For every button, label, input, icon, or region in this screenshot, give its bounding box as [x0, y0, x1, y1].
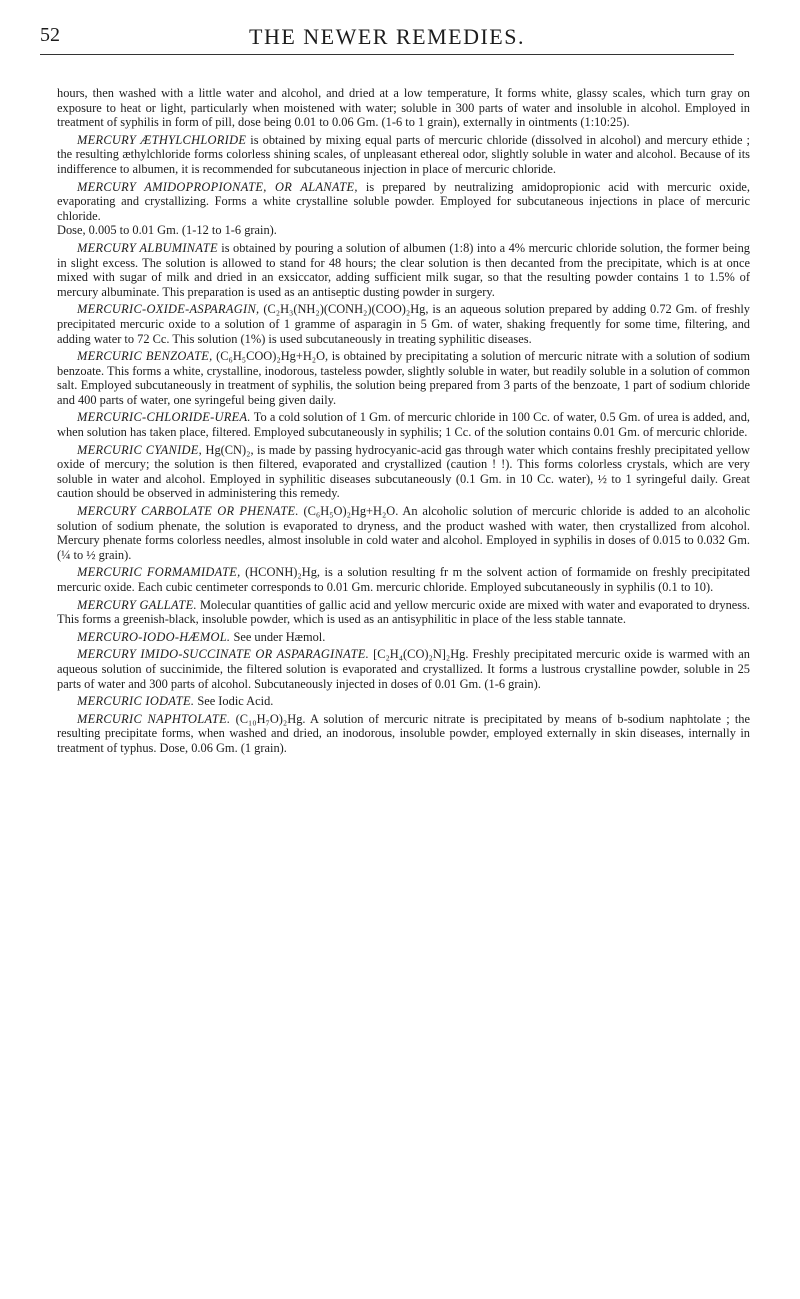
entry-term: MERCURO-IODO-HÆMOL. — [77, 629, 231, 644]
article-entry — [57, 647, 750, 691]
article-entry — [57, 349, 750, 407]
article-entry — [57, 133, 750, 177]
article-entry — [57, 241, 750, 299]
entry-text: is obtained by mixing equal parts of mercuric chloride (dissolved in alcohol) and mercury ethide ; the resulting æthylchloride forms colorless shining scales, of unpleasant ethereal odor, slightly soluble in water and alcohol. Because of its indifference to albumen, it is recommended for subcutaneous injection in place of mercuric chloride. — [57, 132, 750, 176]
entry-text: See under Hæmol. — [230, 629, 326, 644]
entry-text: (C₂H₃(NH₂)(CONH₂)(COO)₂Hg, is an aqueous solution prepared by adding 0.72 Gm. of freshly precipitated mercuric oxide to a solution of 1 gramme of asparagin in 5 Gm. of water, shaking frequently for some time, filtering, and adding water to 72 Cc. This solution (1%) is used subcutaneously in treating syphilitic diseases. — [57, 302, 750, 346]
article-entry — [57, 302, 750, 346]
entry-term: MERCURIC-CHLORIDE-UREA. — [77, 410, 251, 425]
entry-term: MERCURY IMIDO-SUCCINATE OR ASPARAGINATE. — [77, 647, 370, 662]
entry-term: MERCURY ALBUMINATE — [77, 240, 218, 255]
entry-text: hours, then washed with a little water and alcohol, and dried at a low temperature, It forms white, glassy scales, which turn gray on exposure to heat or light, particularly when moistened with water; soluble in 300 parts of water and insoluble in alcohol. Employed in treatment of syphilis in form of pill, dose being 0.01 to 0.06 Gm. (1-6 to 1 grain), externally in ointments (1:10:25). — [57, 86, 750, 130]
entry-term: MERCURY ÆTHYLCHLORIDE — [77, 132, 247, 147]
entry-text: is prepared by neutralizing amidopropionic acid with mercuric oxide, evaporating and crystallizing. Forms a white crystalline soluble powder. Employed for subcutaneous injections in place of mercuric chloride. — [57, 179, 750, 223]
article-entry — [57, 443, 750, 501]
article-entry — [57, 712, 750, 756]
article-entry — [57, 565, 750, 594]
article-entry — [57, 694, 750, 709]
entry-text: Dose, 0.005 to 0.01 Gm. (1-12 to 1-6 grain). — [57, 223, 277, 238]
entry-text: (C₆H₅O)₂Hg+H₂O. An alcoholic solution of mercuric chloride is added to an alcoholic solution of sodium phenate, the solution is evaporated to dryness, and the product washed with water, then crystallized from alcohol. Mercury phenate forms colorless needles, almost insoluble in cold water and alcohol. Employed in syphilis in doses of 0.015 to 0.032 Gm. (¼ to ½ grain). — [57, 504, 750, 562]
dose-line — [57, 223, 750, 238]
entry-text: To a cold solution of 1 Gm. of mercuric chloride in 100 Cc. of water, 0.5 Gm. of urea is added, and, when solution has taken place, filtered. Employed subcutaneously in syphilis; 1 Cc. of the solution contains 0.01 Gm. of mercuric chloride. — [57, 410, 750, 440]
page-body — [57, 86, 750, 756]
entry-term: MERCURIC BENZOATE, — [77, 349, 213, 364]
running-title: THE NEWER REMEDIES. — [249, 24, 525, 49]
article-entry — [57, 598, 750, 627]
article-entry — [57, 504, 750, 562]
page-number: 52 — [40, 24, 60, 46]
entry-text: Hg(CN)₂, is made by passing hydrocyanic-acid gas through water which contains freshly precipitated yellow oxide of mercury; the solution is then filtered, evaporated and crystallized (caution ! !). This forms colorless crystals, which are very soluble in water and alcohol. Employed in syphilitic diseases subcutaneously (0.1 Gm. in 10 Cc. water), ½ to 1 syringeful daily. Great caution should be observed in administering this remedy. — [57, 442, 750, 501]
entry-text: [C₂H₄(CO)₂N]₂Hg. Freshly precipitated mercuric oxide is warmed with an aqueous solution of succinimide, the filtered solution is evaporated and crystallized. It forms a lustrous crystalline powder, soluble in 25 parts of water and 300 parts of alcohol. Subcutaneously injected in doses of 0.01 Gm. (1-6 grain). — [57, 647, 750, 691]
entry-term: MERCURIC-OXIDE-ASPARAGIN, — [77, 302, 260, 317]
entry-term: MERCURIC FORMAMIDATE, — [77, 565, 241, 580]
continued-paragraph — [57, 86, 750, 130]
entry-text: See Iodic Acid. — [194, 694, 274, 709]
entry-text: (C₆H₅COO)₂Hg+H₂O, is obtained by precipitating a solution of mercuric nitrate with a solution of sodium benzoate. This forms a white, crystalline, inodorous, tasteless powder, slightly soluble in water, but readily soluble in a solution of common salt. Employed subcutaneously in treatment of syphilis, the solution being prepared from 3 parts of the benzoate, 1 part of sodium chloride and 400 parts of water, one syringeful being given daily. — [57, 349, 750, 407]
entry-term: MERCURIC NAPHTOLATE. — [77, 711, 231, 726]
entry-term: MERCURY GALLATE. — [77, 597, 197, 612]
article-entry — [57, 180, 750, 224]
page-header — [40, 24, 734, 55]
article-entry — [57, 410, 750, 439]
entry-text: (HCONH)₂Hg, is a solution resulting fr m the solvent action of formamide on freshly precipitated mercuric oxide. Each cubic centimeter corresponds to 0.01 Gm. mercuric chloride. Employed subcutaneously in syphilis (0.1 to 10). — [57, 565, 750, 594]
entry-term: MERCURIC IODATE. — [77, 694, 195, 709]
entry-term: MERCURIC CYANIDE, — [77, 442, 203, 457]
entry-text: is obtained by pouring a solution of albumen (1:8) into a 4% mercuric chloride solution, the former being in slight excess. The solution is allowed to stand for 48 hours; the clear solution is then decanted from the precipitate, which is at once mixed with sugar of milk and dried in an exsiccator, adding sufficient milk sugar, so that the resulting powder contains 1 to 1.5% of mercury albuminate. This preparation is used as an antiseptic dusting powder in surgery. — [57, 240, 750, 299]
entry-text: (C₁₀H₇O)₂Hg. A solution of mercuric nitrate is precipitated by means of b-sodium naphtolate ; the resulting precipitate forms, when washed and dried, an inodorous, insoluble powder, employed externally in skin diseases, internally in treatment of typhus. Dose, 0.06 Gm. (1 grain). — [57, 711, 750, 755]
article-entry — [57, 630, 750, 645]
entry-term: MERCURY CARBOLATE OR PHENATE. — [77, 504, 299, 519]
entry-text: Molecular quantities of gallic acid and yellow mercuric oxide are mixed with water and evaporated to dryness. This forms a greenish-black, insoluble powder, which is used as an antisyphilitic in place of the less stable tannate. — [57, 597, 751, 627]
entry-term: MERCURY AMIDOPROPIONATE, OR ALANATE, — [77, 179, 358, 194]
